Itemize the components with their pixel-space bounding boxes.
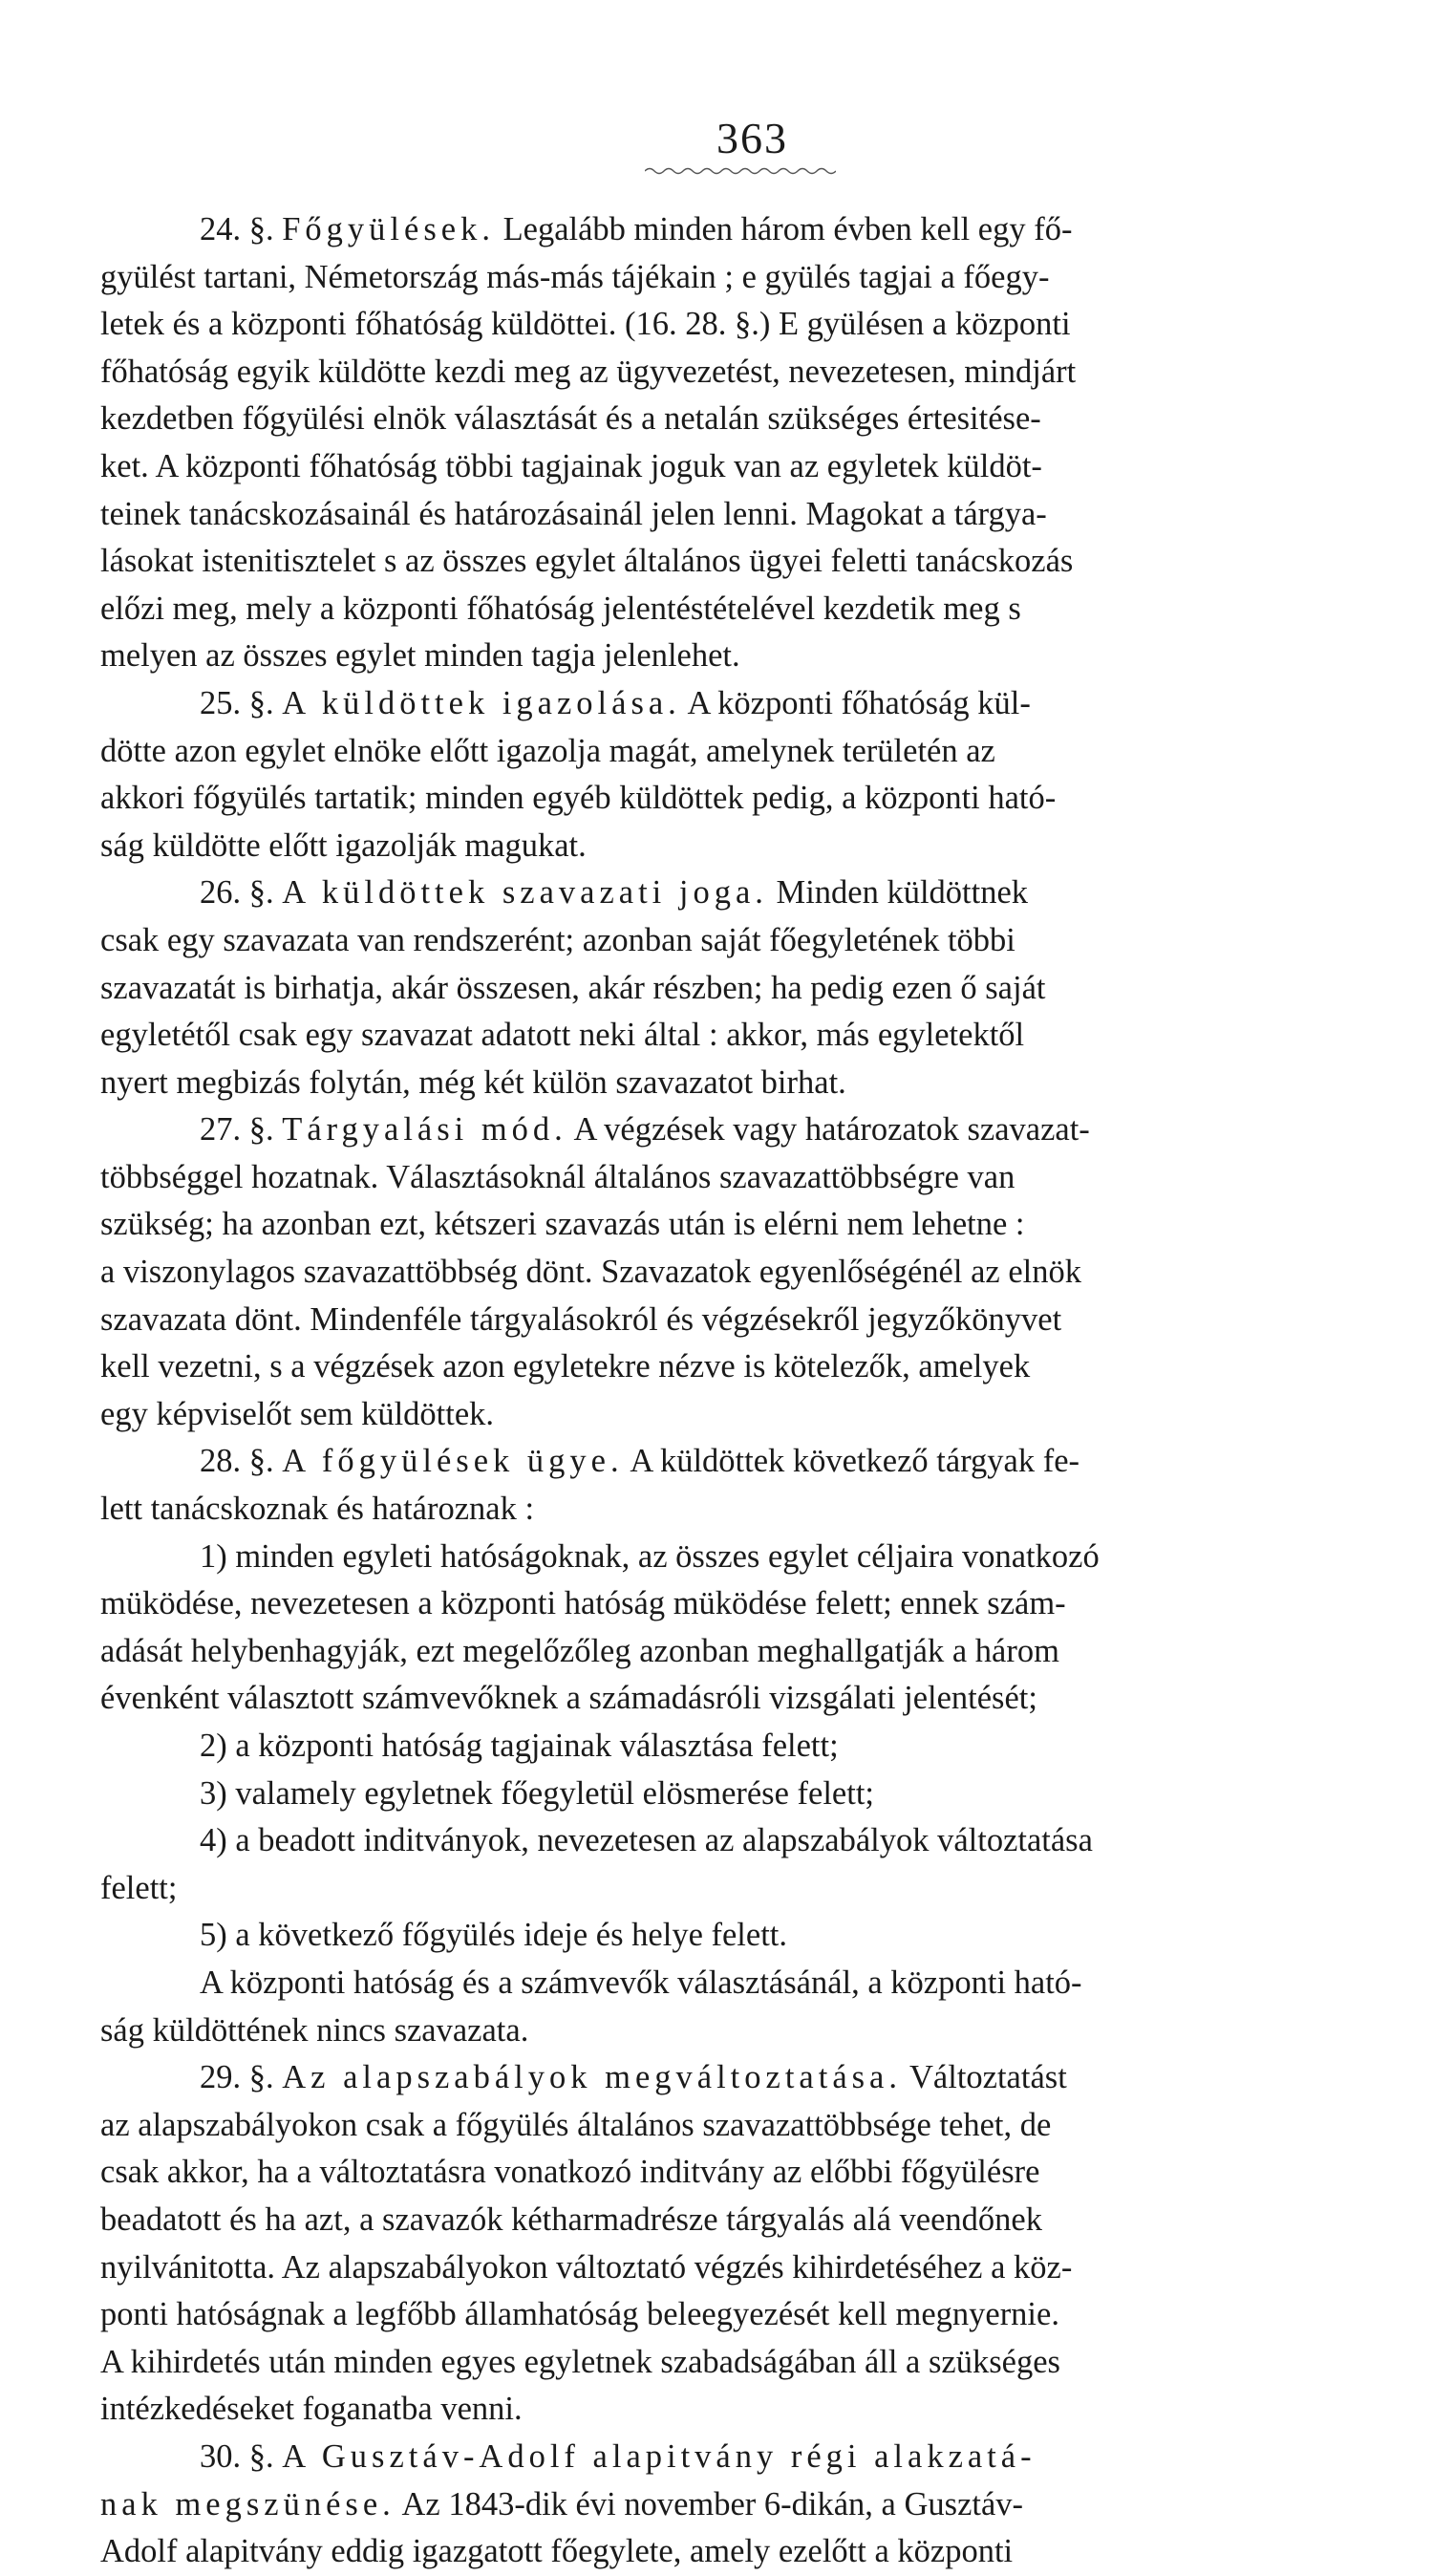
text-line: kell vezetni, s a végzések azon egyletekre nézve is kötelezők, amelyek — [100, 1348, 1031, 1385]
text-line: Az 1843-dik évi november 6-dikán, a Gusztáv- — [401, 2485, 1024, 2522]
section-number: 27. §. — [200, 1111, 274, 1148]
list-item — [100, 1723, 1328, 1771]
section-30 — [100, 2434, 1328, 2576]
section-number: 30. §. — [200, 2437, 274, 2475]
section-number: 28. §. — [200, 1443, 274, 1480]
section-heading: Főgyülések. — [282, 211, 495, 247]
note-paragraph — [100, 1960, 1328, 2054]
text-line: többséggel hozatnak. Választásoknál általános szavazattöbbségre van — [100, 1158, 1015, 1195]
text-line: Legalább minden három évben kell egy fő- — [502, 211, 1073, 247]
page-number: 363 — [716, 114, 788, 162]
text-line: beadatott és ha azt, a szavazók kétharmadrésze tárgyalás alá veendőnek — [100, 2200, 1042, 2238]
section-number: 25. §. — [200, 684, 274, 721]
text-line: főhatóság egyik küldötte kezdi meg az ügyvezetést, nevezetesen, mindjárt — [100, 353, 1077, 390]
text-line: ság küldötte előtt igazolják magukat. — [100, 826, 587, 864]
section-28 — [100, 1438, 1328, 1533]
text-line: egy képviselőt sem küldöttek. — [100, 1395, 495, 1432]
section-heading: Tárgyalási mód. — [282, 1111, 567, 1148]
body-text — [100, 206, 1328, 2576]
text-line: 3) valamely egyletnek főegyletül elösmerése felett; — [200, 1774, 875, 1812]
section-heading: A küldöttek igazolása. — [282, 684, 681, 721]
text-line: melyen az összes egylet minden tagja jelenlehet. — [100, 637, 740, 675]
text-line: nyilvánitotta. Az alapszabályokon változtató végzés kihirdetéséhez a köz- — [100, 2248, 1073, 2286]
list-item — [100, 1817, 1328, 1912]
text-line: ság küldöttének nincs szavazata. — [100, 2011, 529, 2049]
text-line: felett; — [100, 1869, 178, 1906]
text-line: ket. A központi főhatóság többi tagjainak joguk van az egyletek küldöt- — [100, 447, 1042, 484]
text-line: letek és a központi főhatóság küldöttei. (16. 28. §.) E gyülésen a központi — [100, 306, 1071, 343]
text-line: 4) a beadott inditványok, nevezetesen az alapszabályok változtatása — [200, 1822, 1093, 1859]
text-line: 2) a központi hatóság tagjainak választása felett; — [200, 1728, 839, 1764]
text-line: adását helybenhagyják, ezt megelőzőleg azonban meghallgatják a három — [100, 1632, 1059, 1669]
section-heading: A küldöttek szavazati joga. — [282, 874, 768, 912]
book-page — [100, 115, 1328, 2576]
text-line: évenként választott számvevőknek a számadásróli vizsgálati jelentését; — [100, 1680, 1037, 1717]
section-heading: A Gusztáv-Adolf alapitvány régi alakzatá- — [282, 2437, 1037, 2475]
list-item — [100, 1912, 1328, 1960]
section-heading: Az alapszabályok megváltoztatása. — [282, 2059, 902, 2096]
text-line: Változtatást — [909, 2059, 1067, 2096]
text-line: a viszonylagos szavazattöbbség dönt. Szavazatok egyenlőségénél az elnök — [100, 1254, 1081, 1291]
text-line: Adolf alapitvány eddig igazgatott főegylete, amely ezelőtt a központi — [100, 2533, 1014, 2570]
list-item — [100, 1534, 1328, 1723]
text-line: A végzések vagy határozatok szavazat- — [573, 1111, 1090, 1148]
text-line: nyert megbizás folytán, még két külön szavazatot birhat. — [100, 1063, 846, 1101]
text-line: szavazatát is birhatja, akár összesen, akár részben; ha pedig ezen ő saját — [100, 969, 1046, 1006]
text-line: csak egy szavazata van rendszerént; azonban saját főegyletének többi — [100, 921, 1015, 958]
text-line: teinek tanácskozásainál és határozásainál jelen lenni. Magokat a tárgya- — [100, 495, 1047, 532]
text-line: akkori főgyülés tartatik; minden egyéb küldöttek pedig, a központi ható- — [100, 780, 1057, 817]
section-29 — [100, 2054, 1328, 2434]
text-line: A kihirdetés után minden egyes egyletnek szabadságában áll a szükséges — [100, 2343, 1060, 2380]
text-line: dötte azon egylet elnöke előtt igazolja magát, amelynek területén az — [100, 732, 995, 769]
section-number: 29. §. — [200, 2059, 274, 2096]
text-line: müködése, nevezetesen a központi hatóság müködése felett; ennek szám- — [100, 1585, 1066, 1622]
section-25 — [100, 680, 1328, 869]
section-24 — [100, 206, 1328, 680]
text-line: gyülést tartani, Németország más-más tájékain ; e gyülés tagjai a főegy- — [100, 258, 1050, 295]
text-line: A központi hatóság és a számvevők választásánál, a központi ható- — [200, 1964, 1082, 2001]
text-line: lásokat istenitisztelet s az összes egylet általános ügyei feletti tanácskozás — [100, 543, 1074, 580]
section-number: 24. §. — [200, 211, 274, 247]
page-number-ornament — [645, 166, 836, 176]
list-item — [100, 1771, 1328, 1818]
text-line: 1) minden egyleti hatóságoknak, az összes egylet céljaira vonatkozó — [200, 1537, 1100, 1575]
text-line: kezdetben főgyülési elnök választását és a netalán szükséges értesitése- — [100, 400, 1041, 438]
text-line: egyletétől csak egy szavazat adatott neki által : akkor, más egyletektől — [100, 1017, 1025, 1054]
section-heading: A főgyülések ügye. — [282, 1443, 624, 1480]
text-line: lett tanácskoznak és határoznak : — [100, 1491, 535, 1528]
section-26 — [100, 869, 1328, 1106]
text-line: Minden küldöttnek — [776, 874, 1029, 912]
text-line: ponti hatóságnak a legfőbb államhatóság beleegyezését kell megnyernie. — [100, 2296, 1059, 2333]
text-line: 5) a következő főgyülés ideje és helye felett. — [200, 1917, 788, 1954]
text-line: szavazata dönt. Mindenféle tárgyalásokról és végzésekről jegyzőkönyvet — [100, 1300, 1062, 1338]
text-line: előzi meg, mely a központi főhatóság jelentéstételével kezdetik meg s — [100, 590, 1021, 627]
text-line: az alapszabályokon csak a főgyülés általános szavazattöbbsége tehet, de — [100, 2106, 1052, 2143]
text-line: A küldöttek következő tárgyak fe- — [630, 1443, 1080, 1480]
text-line: intézkedéseket foganatba venni. — [100, 2391, 523, 2428]
section-heading-continued: nak megszünése. — [100, 2485, 395, 2522]
text-line: A központi főhatóság kül- — [687, 684, 1031, 721]
text-line: szükség; ha azonban ezt, kétszeri szavazás után is elérni nem lehetne : — [100, 1206, 1025, 1243]
section-27 — [100, 1106, 1328, 1438]
section-number: 26. §. — [200, 874, 274, 912]
text-line: csak akkor, ha a változtatásra vonatkozó inditvány az előbbi főgyülésre — [100, 2154, 1040, 2191]
